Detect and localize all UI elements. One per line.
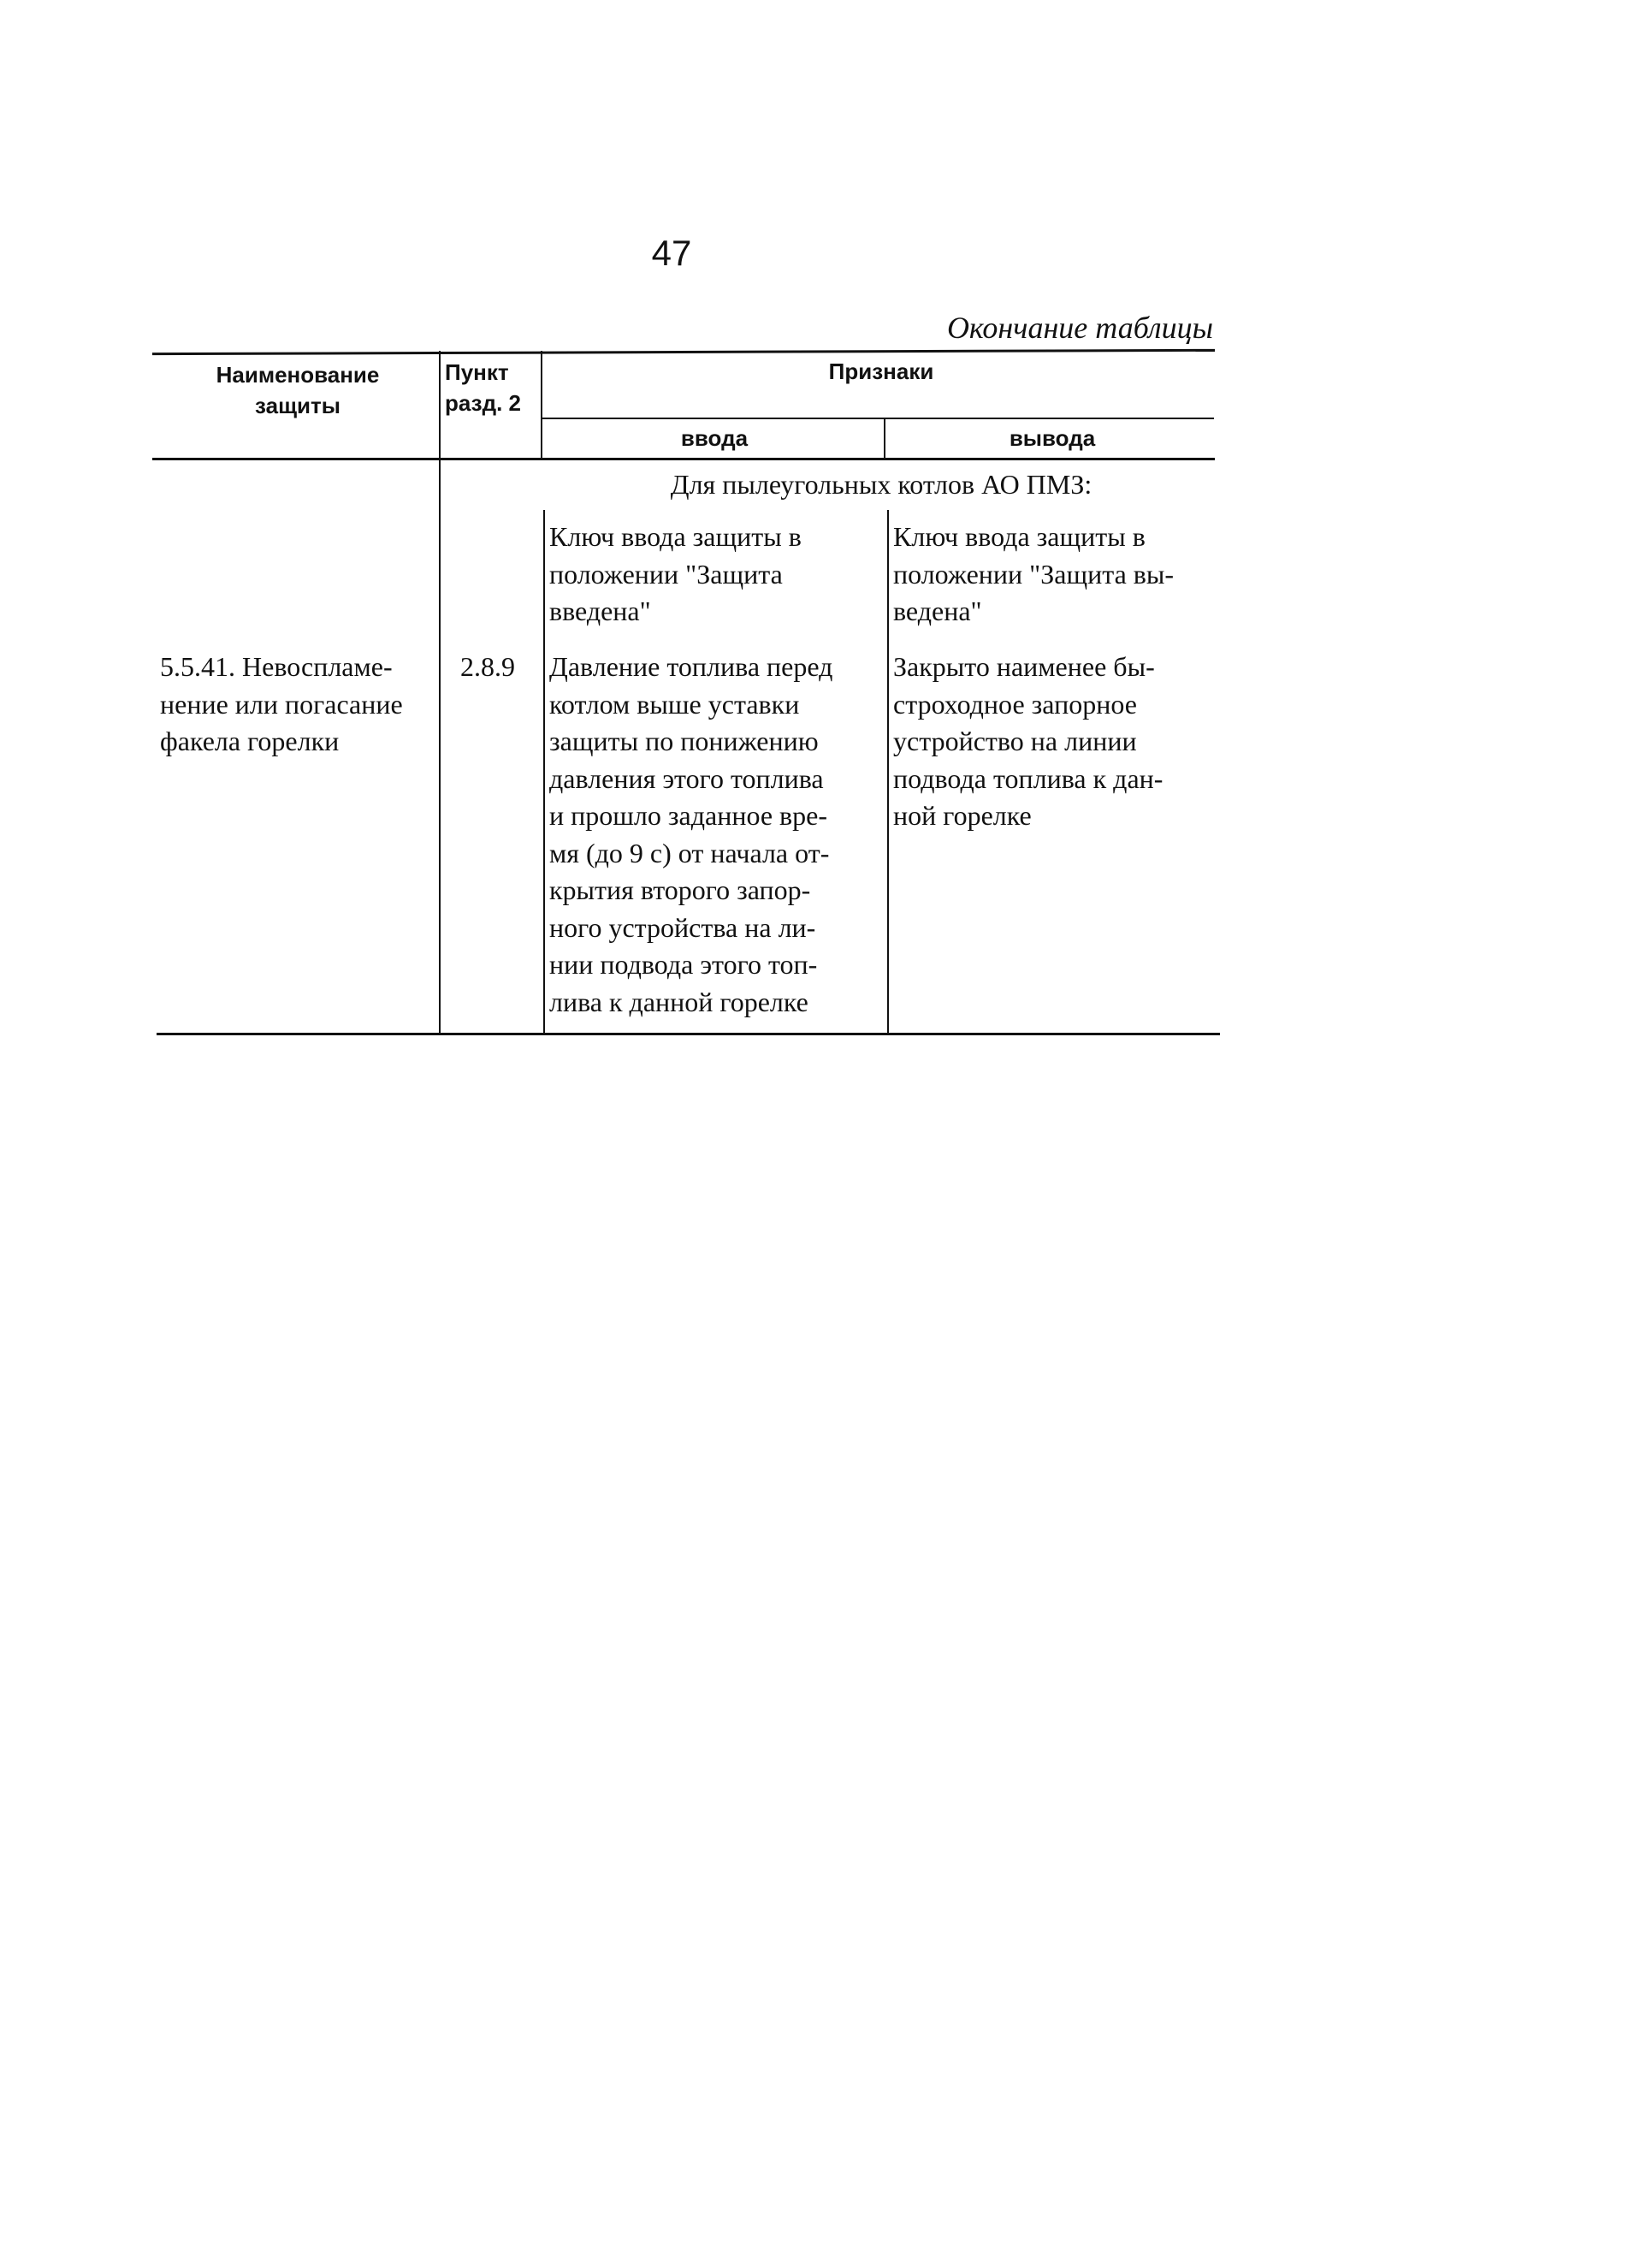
header-point: Пункт разд. 2 [445, 359, 521, 416]
row-point: 2.8.9 [460, 651, 515, 682]
header-input: ввода [680, 425, 749, 451]
row-protection-name: 5.5.41. Невоспламе- нение или погасание факела горелки [160, 651, 403, 756]
row-output-condition: Закрыто наименее бы- строходное запорное устройство на линии подвода топлива к дан- ной горелке [893, 651, 1164, 831]
header-signs: Признаки [828, 359, 934, 384]
header-output: вывода [1009, 425, 1096, 451]
column-divider-point-body [543, 510, 545, 1034]
page-number: 47 [651, 233, 692, 273]
header-sub-rule [541, 418, 1214, 419]
table-top-rule [152, 349, 1215, 355]
column-divider-name [439, 351, 441, 1034]
column-divider-signs-header [884, 418, 885, 459]
header-name: Наименование защиты [216, 362, 380, 418]
column-divider-point [541, 351, 542, 459]
table-caption: Окончание таблицы [946, 311, 1213, 345]
section-title: Для пылеугольных котлов АО ПМЗ: [670, 469, 1092, 500]
row-input-condition: Давление топлива перед котлом выше уставки защиты по понижению давления этого топлива и прошло заданное вре- мя (до 9 с) от начала от- крытия второго запор- ного устройства на ли- нии подвода этого топ- лива к данной горелке [549, 651, 833, 1017]
row-input-key: Ключ ввода защиты в положении "Защита введена" [549, 521, 802, 626]
header-bottom-rule [152, 458, 1215, 460]
table-bottom-rule [157, 1033, 1220, 1035]
row-output-key: Ключ ввода защиты в положении "Защита вы- ведена" [893, 521, 1175, 626]
column-divider-signs-body [887, 510, 889, 1034]
